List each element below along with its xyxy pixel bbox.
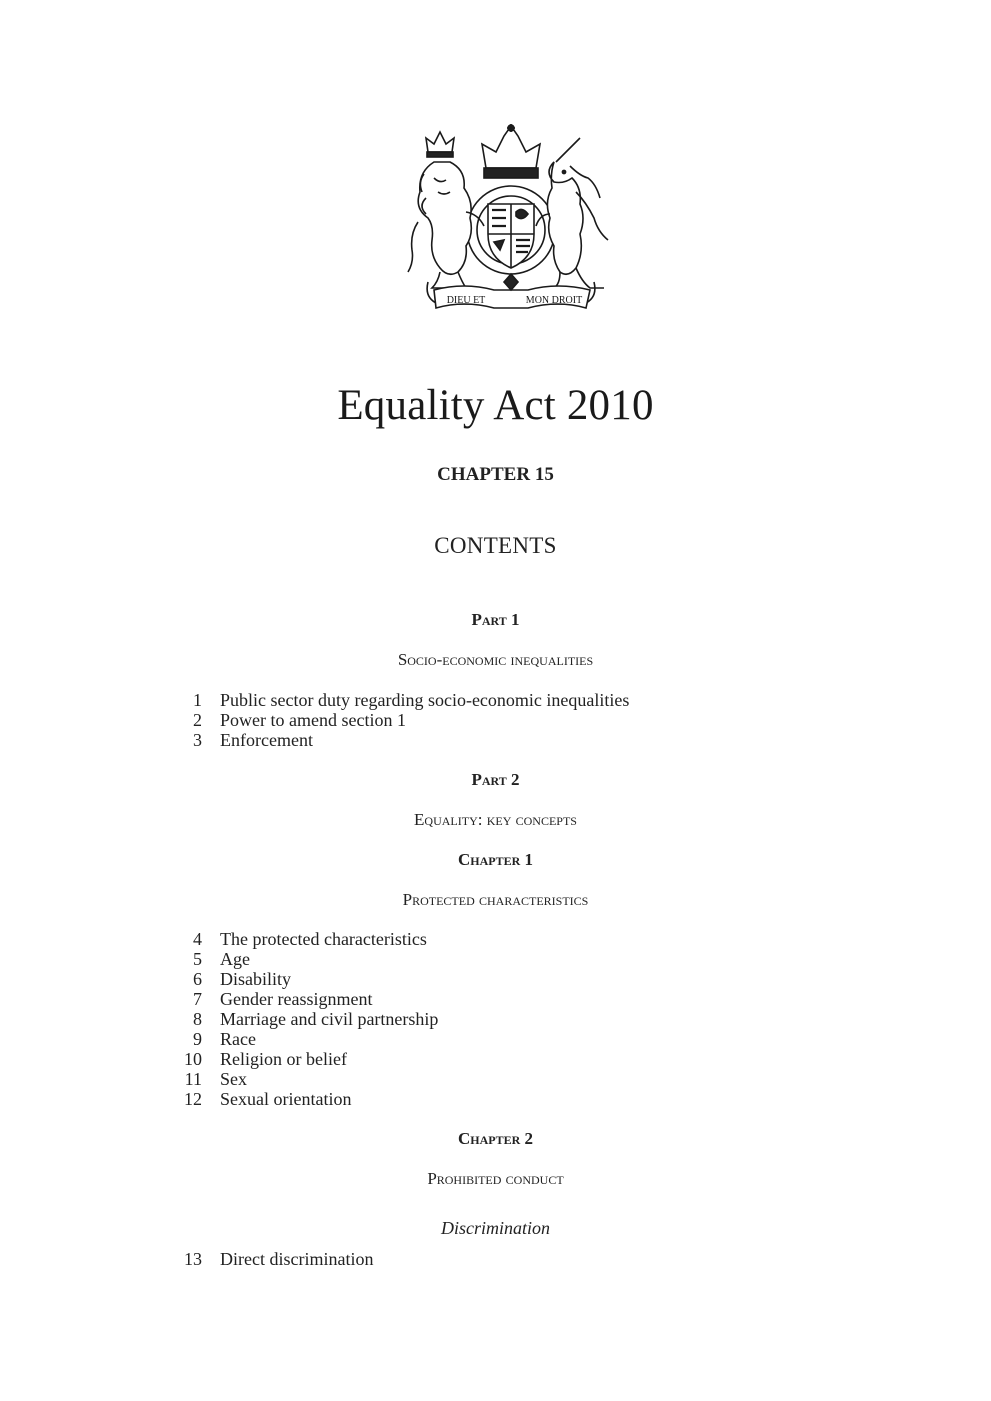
section-number: 1: [193, 690, 202, 710]
contents-entry[interactable]: [160, 690, 629, 710]
section-title: Religion or belief: [220, 1049, 347, 1069]
contents-entry[interactable]: [160, 1069, 438, 1089]
section-title: Public sector duty regarding socio-economic inequalities: [220, 690, 630, 710]
section-number: 4: [193, 929, 202, 949]
chapter-1-contents-list: [160, 929, 438, 1109]
section-number: 3: [193, 730, 202, 750]
chapter-2-contents-list: [160, 1249, 373, 1269]
contents-entry[interactable]: [160, 710, 629, 730]
contents-entry[interactable]: [160, 1009, 438, 1029]
section-title: Sex: [220, 1069, 247, 1089]
chapter-1-heading: Chapter 1: [457, 850, 534, 869]
section-title: Marriage and civil partnership: [220, 1009, 439, 1029]
crest-motto-right: MON DROIT: [525, 295, 583, 306]
part-1-subheading: Socio-economic inequalities: [397, 650, 594, 669]
chapter-number: CHAPTER 15: [437, 464, 554, 485]
section-title: Direct discrimination: [220, 1249, 374, 1269]
contents-entry[interactable]: [160, 989, 438, 1009]
contents-entry[interactable]: [160, 949, 438, 969]
section-title: Disability: [220, 969, 291, 989]
contents-entry[interactable]: [160, 1249, 373, 1269]
contents-entry[interactable]: [160, 1089, 438, 1109]
contents-entry[interactable]: [160, 1049, 438, 1069]
section-title: Sexual orientation: [220, 1089, 352, 1109]
contents-entry[interactable]: [160, 969, 438, 989]
section-number: 13: [184, 1249, 202, 1269]
crest-motto-left: DIEU ET: [446, 295, 486, 306]
section-number: 11: [184, 1069, 202, 1089]
chapter-2-heading: Chapter 2: [457, 1129, 534, 1148]
discrimination-heading: Discrimination: [440, 1218, 550, 1238]
contents-entry[interactable]: [160, 1029, 438, 1049]
section-title: Gender reassignment: [220, 989, 373, 1009]
section-number: 8: [193, 1009, 202, 1029]
section-number: 12: [184, 1089, 202, 1109]
contents-entry[interactable]: [160, 929, 438, 949]
contents-heading: CONTENTS: [434, 533, 557, 558]
chapter-2-subheading: Prohibited conduct: [427, 1169, 564, 1188]
section-number: 5: [193, 949, 202, 969]
part-2-heading: Part 2: [471, 770, 520, 789]
section-title: Race: [220, 1029, 256, 1049]
section-title: Power to amend section 1: [220, 710, 406, 730]
part-1-contents-list: [160, 690, 629, 750]
section-title: Age: [220, 949, 250, 969]
part-1-heading: Part 1: [471, 610, 520, 629]
royal-coat-of-arms-logo: [404, 122, 618, 312]
section-title: Enforcement: [220, 730, 313, 750]
section-number: 10: [184, 1049, 202, 1069]
document-title: Equality Act 2010: [337, 382, 654, 429]
section-title: The protected characteristics: [220, 929, 427, 949]
section-number: 2: [193, 710, 202, 730]
contents-entry[interactable]: [160, 730, 629, 750]
part-2-subheading: Equality: key concepts: [414, 810, 577, 829]
section-number: 6: [193, 969, 202, 989]
chapter-1-subheading: Protected characteristics: [402, 890, 589, 909]
section-number: 9: [193, 1029, 202, 1049]
section-number: 7: [193, 989, 202, 1009]
